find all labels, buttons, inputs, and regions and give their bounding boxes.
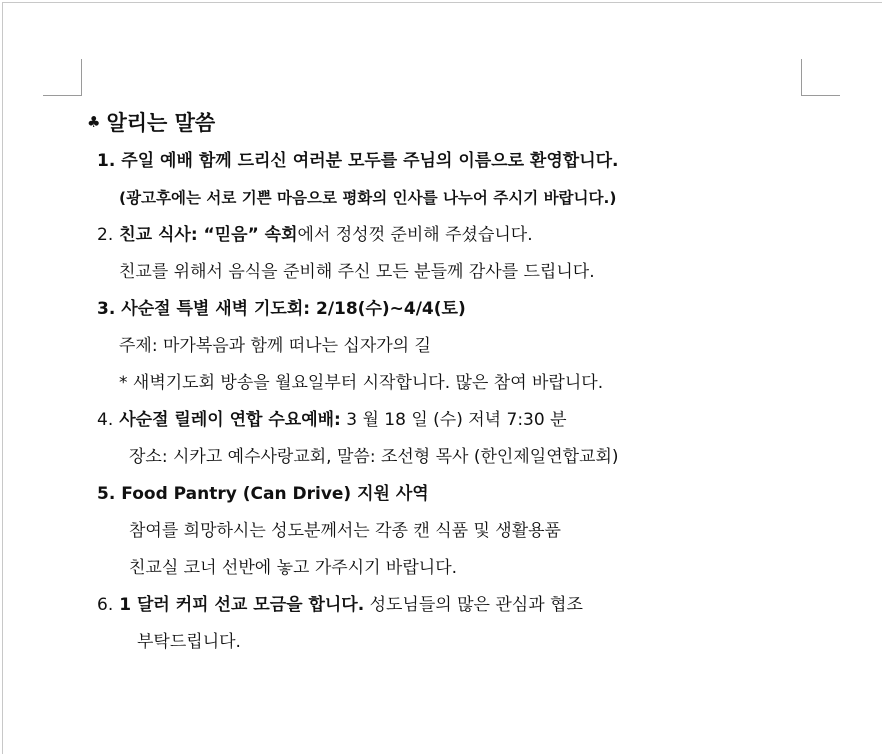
- list-item-1-detail: (광고후에는 서로 기쁜 마음으로 평화의 인사를 나누어 주시기 바랍니다.): [119, 189, 617, 207]
- list-item-title-rest: 에서 정성껏 준비해 주셨습니다.: [297, 225, 533, 245]
- list-item-6-detail: 부탁드립니다.: [137, 632, 241, 652]
- list-item-number: 2.: [97, 225, 114, 245]
- list-item-title-rest: 성도님들의 많은 관심과 협조: [364, 595, 583, 615]
- list-item-number: 5.: [97, 484, 116, 504]
- list-item-2-detail: 친교를 위해서 음식을 준비해 주신 모든 분들께 감사를 드립니다.: [119, 262, 595, 282]
- list-item-number: 4.: [97, 410, 114, 430]
- list-item-6-title: [87, 587, 847, 624]
- list-item-number: 3.: [97, 299, 116, 319]
- list-item-1-title: [87, 143, 847, 180]
- announcement-heading: [87, 103, 847, 141]
- margin-corner-mark-top-right: [801, 59, 840, 96]
- list-item-number: 1.: [97, 151, 116, 171]
- heading-text: 알리는 말씀: [106, 111, 216, 135]
- list-item-title: 친교 식사: “믿음” 속회: [119, 225, 298, 245]
- list-item-4-detail: 장소: 시카고 예수사랑교회, 말씀: 조선형 목사 (한인제일연합교회): [129, 447, 619, 467]
- list-item-4-title: [87, 402, 847, 439]
- list-item-title: Food Pantry (Can Drive) 지원 사역: [121, 484, 429, 504]
- list-item-5-title: [87, 476, 847, 513]
- document-page: [2, 2, 882, 754]
- list-item-3-detail: 주제: 마가복음과 함께 떠나는 십자가의 길: [119, 336, 431, 356]
- list-item-number: 6.: [97, 595, 114, 615]
- list-item-2-title: [87, 217, 847, 254]
- list-item-title: 사순절 릴레이 연합 수요예배:: [119, 410, 341, 430]
- list-item-title-rest: 3 월 18 일 (수) 저녁 7:30 분: [340, 410, 567, 430]
- margin-corner-mark-top-left: [43, 59, 82, 96]
- list-item-title: 주일 예배 함께 드리신 여러분 모두를 주님의 이름으로 환영합니다.: [121, 151, 619, 171]
- list-item-3-title: [87, 291, 847, 328]
- list-item-5-detail: 참여를 희망하시는 성도분께서는 각종 캔 식품 및 생활용품: [129, 521, 561, 541]
- club-icon: ♣: [87, 113, 101, 131]
- list-item-3-detail-2: * 새벽기도회 방송을 월요일부터 시작합니다. 많은 참여 바랍니다.: [119, 373, 604, 393]
- announcement-body: [87, 103, 847, 661]
- list-item-5-detail-2: 친교실 코너 선반에 놓고 가주시기 바랍니다.: [129, 558, 458, 578]
- list-item-title: 사순절 특별 새벽 기도회: 2/18(수)~4/4(토): [121, 299, 466, 319]
- list-item-title: 1 달러 커피 선교 모금을 합니다.: [119, 595, 365, 615]
